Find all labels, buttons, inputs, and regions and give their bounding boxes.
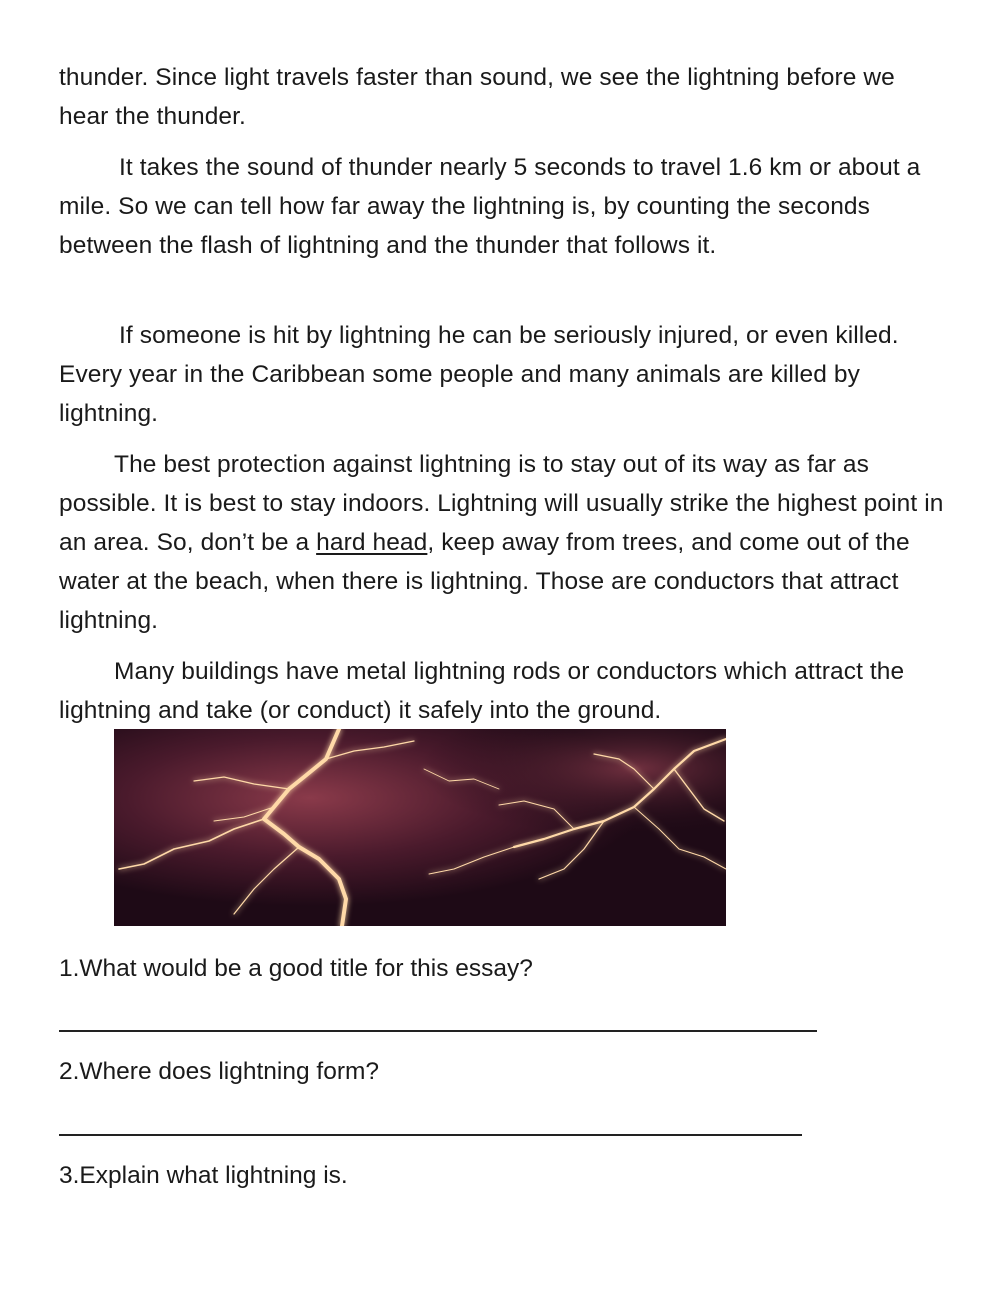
question-3: 3.Explain what lightning is. xyxy=(59,1162,348,1189)
underlined-phrase: hard head xyxy=(316,529,428,556)
paragraph-injury: If someone is hit by lightning he can be seriously injured, or even killed. Every year in the Caribbean some people and many animals are killed by lightning. xyxy=(59,322,899,427)
lightning-illustration xyxy=(114,729,726,926)
answer-line-2[interactable] xyxy=(59,1134,802,1136)
lightning-photo xyxy=(114,729,726,926)
question-1: 1.What would be a good title for this essay? xyxy=(59,955,533,982)
question-2: 2.Where does lightning form? xyxy=(59,1058,380,1085)
protection-text-start: The best protection against lightning is to stay out of its way as far as possible. It is best to stay indoors. Lightning will usually strike the highest point in an area. So, don’t be a xyxy=(59,451,944,556)
answer-line-1[interactable] xyxy=(59,1030,817,1032)
paragraph-protection xyxy=(59,445,949,640)
protection-text-end: , keep away from trees, and come out of the water at the beach, when there is lightning. Those are conductors that attract lightning. xyxy=(59,529,910,634)
paragraph-lightning-rods: Many buildings have metal lightning rods or conductors which attract the lightning and take (or conduct) it safely into the ground. xyxy=(59,658,905,724)
paragraph-thunder-distance: It takes the sound of thunder nearly 5 seconds to travel 1.6 km or about a mile. So we can tell how far away the lightning is, by counting the seconds between the flash of lightning and the thunder that follows it. xyxy=(59,154,921,259)
paragraph-light-speed: thunder. Since light travels faster than sound, we see the lightning before we hear the thunder. xyxy=(59,64,895,130)
